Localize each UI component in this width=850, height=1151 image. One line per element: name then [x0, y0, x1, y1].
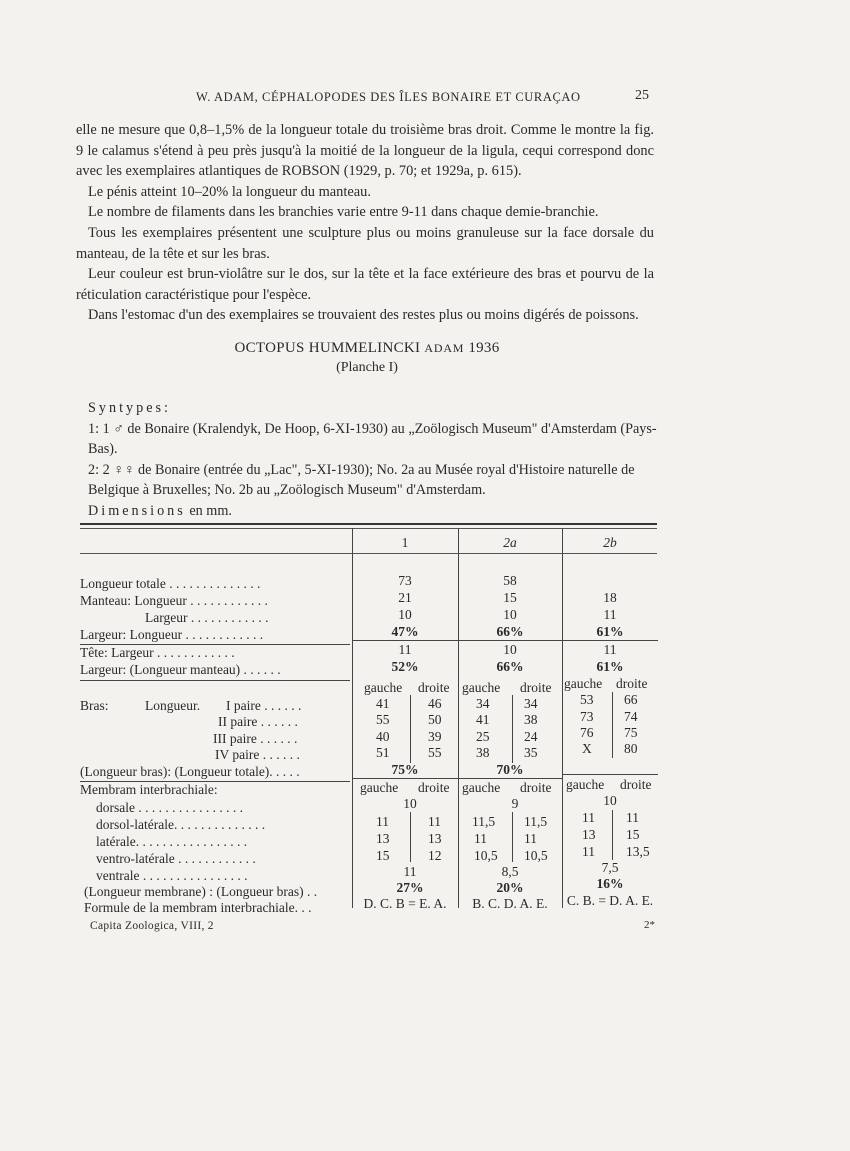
c2a-bras-3-d: 24: [524, 729, 538, 744]
c2a-split: [512, 812, 513, 862]
species-name: OCTOPUS HUMMELINCKI: [234, 340, 425, 356]
label-manteau-longueur: Manteau: Longueur . . . . . . . . . . . .: [80, 593, 268, 608]
syntype-1: 1: 1 ♂ de Bonaire (Kralendyk, De Hoop, 6-XI-1930) au „Zoölogisch Museum" d'Amsterdam (Pays-Bas).: [88, 420, 657, 457]
c2a-ventrale: 8,5: [501, 864, 519, 879]
c2b-bras-2-g: 73: [580, 709, 594, 724]
c2a-gauche: gauche: [462, 680, 501, 695]
label-largeur-longueur: Largeur: Longueur . . . . . . . . . . . .: [80, 627, 264, 642]
c1-dl-g: 11: [376, 814, 389, 829]
c2b-vl-g: 11: [582, 844, 595, 859]
label-largeur-manteau: Largeur: (Longueur manteau) . . . . . .: [80, 662, 281, 677]
c2a-ratio-manteau: 66%: [496, 624, 524, 639]
c2a-bras-4-g: 38: [476, 745, 490, 760]
label-ventrale: ventrale . . . . . . . . . . . . . . . .: [96, 868, 248, 883]
c2a-total: 58: [503, 573, 517, 588]
paragraph: Leur couleur est brun-violâtre sur le dos, sur la tête et la face extérieure des bras et pourvu de la réticulation caractéristique pour l'espèce.: [76, 266, 654, 303]
c1-bras-1-g: 41: [376, 696, 390, 711]
c1-gauche-m: gauche: [360, 780, 399, 795]
col-header-2a: 2a: [503, 535, 517, 550]
plate-reference: (Planche I): [336, 360, 398, 375]
c1-tete: 11: [398, 642, 412, 657]
c1-bras-3-g: 40: [376, 729, 390, 744]
col-header-2b: 2b: [603, 535, 617, 550]
c2a-dl-d: 11,5: [524, 814, 548, 829]
c2b-lat-d: 15: [626, 827, 640, 842]
c2a-droite: droite: [520, 680, 552, 695]
c2a-split: [512, 695, 513, 763]
row-rule: [458, 640, 562, 641]
row-rule: [458, 778, 562, 779]
paragraph: Dans l'estomac d'un des exemplaires se trouvaient des restes plus ou moins digérés de poissons.: [88, 307, 639, 324]
c2b-dorsale: 10: [603, 793, 617, 808]
col-header-1: 1: [401, 535, 409, 550]
table-top-rule-thin: [80, 528, 657, 529]
c1-gauche: gauche: [364, 680, 403, 695]
species-title: [0, 340, 734, 357]
c1-bras-2-g: 55: [376, 712, 390, 727]
c1-split: [410, 695, 411, 763]
c2b-tete: 11: [603, 642, 617, 657]
c2b-droite-m: droite: [620, 777, 652, 792]
label-ventro-laterale: ventro-latérale . . . . . . . . . . . .: [96, 851, 256, 866]
c2a-vl-d: 10,5: [524, 848, 548, 863]
label-dorsale: dorsale . . . . . . . . . . . . . . . .: [96, 800, 243, 815]
c2a-manteau-largeur: 10: [503, 607, 517, 622]
c2a-ratio-tete: 66%: [496, 659, 524, 674]
label-formule: Formule de la membram interbrachiale. . .: [84, 900, 312, 915]
c1-ratio-membrane: 27%: [396, 880, 424, 895]
c2b-droite: droite: [616, 676, 648, 691]
body-text: [76, 120, 654, 326]
species-author: ADAM: [424, 341, 465, 355]
c2b-split: [612, 692, 613, 758]
label-paire-4: IV paire . . . . . .: [215, 747, 300, 762]
dimensions-unit: en mm.: [185, 502, 232, 519]
running-title: W. ADAM, CÉPHALOPODES DES ÎLES BONAIRE ET CURAÇAO: [196, 90, 581, 104]
c2a-bras-1-g: 34: [476, 696, 490, 711]
c2b-ventrale: 7,5: [601, 860, 619, 875]
c1-dorsale: 10: [403, 796, 417, 811]
label-paire-2: II paire . . . . . .: [218, 714, 298, 729]
c2a-dorsale: 9: [511, 796, 519, 811]
label-paire-1: I paire . . . . . .: [226, 698, 302, 713]
paragraph: elle ne mesure que 0,8–1,5% de la longueur totale du troisième bras droit. Comme le montre la fig. 9 le calamus s'étend à peu près jusqu'à la moitié de la longueur de la ligula, cequi correspond donc avec les exemplaires atlantiques de ROBSON (1929, p. 70; et 1929a, p. 615).: [76, 122, 654, 180]
label-bras: Bras:: [80, 698, 109, 713]
syntypes-heading: Syntypes:: [88, 400, 171, 416]
c1-droite: droite: [418, 680, 450, 695]
c2b-split: [612, 810, 613, 860]
row-rule: [352, 640, 458, 641]
c1-dl-d: 11: [428, 814, 441, 829]
label-paire-3: III paire . . . . . .: [213, 731, 298, 746]
paragraph: Tous les exemplaires présentent une sculpture plus ou moins granuleuse sur la face dorsale du manteau, de la tête et sur les bras.: [76, 224, 654, 262]
label-tete-largeur: Tête: Largeur . . . . . . . . . . . .: [80, 645, 235, 660]
label-longueur-membrane: (Longueur membrane) : (Longueur bras) . .: [84, 884, 318, 899]
c2a-dl-g: 11,5: [472, 814, 496, 829]
c2b-lat-g: 13: [582, 827, 596, 842]
c2b-ratio-manteau: 61%: [596, 624, 624, 639]
c1-manteau-longueur: 21: [398, 590, 412, 605]
c1-ventrale: 11: [403, 864, 417, 879]
c1-bras-4-g: 51: [376, 745, 390, 760]
c2a-formule: B. C. D. A. E.: [472, 896, 548, 911]
c2a-tete: 10: [503, 642, 517, 657]
c1-bras-3-d: 39: [428, 729, 442, 744]
c2b-bras-1-g: 53: [580, 692, 594, 707]
c1-bras-4-d: 55: [428, 745, 442, 760]
c2a-bras-2-g: 41: [476, 712, 490, 727]
c1-bras-2-d: 50: [428, 712, 442, 727]
label-membram: Membram interbrachiale:: [80, 782, 218, 797]
c1-bras-1-d: 46: [428, 696, 442, 711]
c2b-ratio-membrane: 16%: [596, 876, 624, 891]
c2b-bras-4-g: X: [582, 741, 592, 756]
c2b-gauche: gauche: [564, 676, 603, 691]
c1-lat-d: 13: [428, 831, 442, 846]
c2b-manteau-longueur: 18: [603, 590, 617, 605]
row-rule: [80, 680, 350, 681]
c1-manteau-largeur: 10: [398, 607, 412, 622]
label-laterale: latérale. . . . . . . . . . . . . . . . .: [96, 834, 248, 849]
c1-vl-d: 12: [428, 848, 442, 863]
c2a-lat-g: 11: [474, 831, 487, 846]
species-year: 1936: [464, 340, 500, 356]
c1-split: [410, 812, 411, 862]
row-rule: [352, 778, 458, 779]
c2b-bras-2-d: 74: [624, 709, 638, 724]
table-top-rule: [80, 523, 657, 525]
c2a-bras-1-d: 34: [524, 696, 538, 711]
c1-total: 73: [398, 573, 412, 588]
page-number: 25: [635, 88, 649, 103]
c1-ratio-manteau: 47%: [391, 624, 419, 639]
c2b-bras-1-d: 66: [624, 692, 638, 707]
syntypes-section: [88, 398, 658, 521]
c2b-bras-3-d: 75: [624, 725, 638, 740]
c1-lat-g: 13: [376, 831, 390, 846]
c2a-bras-3-g: 25: [476, 729, 490, 744]
table-header-rule: [80, 553, 657, 554]
c1-droite-m: droite: [418, 780, 450, 795]
label-longueur-bras: (Longueur bras): (Longueur totale). . . . .: [80, 764, 300, 779]
paragraph: Le pénis atteint 10–20% la longueur du manteau.: [88, 183, 371, 200]
col-divider: [562, 528, 563, 908]
c2b-dl-d: 11: [626, 810, 639, 825]
c2a-lat-d: 11: [524, 831, 537, 846]
c1-ratio-tete: 52%: [391, 659, 419, 674]
c2b-formule: C. B. = D. A. E.: [566, 893, 654, 908]
c2b-manteau-largeur: 11: [603, 607, 617, 622]
c2a-vl-g: 10,5: [474, 848, 498, 863]
c2a-bras-2-d: 38: [524, 712, 538, 727]
c2a-bras-4-d: 35: [524, 745, 538, 760]
label-dorsol-laterale: dorsol-latérale. . . . . . . . . . . . . .: [96, 817, 266, 832]
c1-vl-g: 15: [376, 848, 390, 863]
c1-formule: D. C. B = E. A.: [363, 896, 447, 911]
dimensions-line: [88, 501, 658, 522]
c2a-manteau-longueur: 15: [503, 590, 517, 605]
c2a-gauche-m: gauche: [462, 780, 501, 795]
label-bras-longueur: Longueur.: [145, 698, 201, 713]
c2a-ratio-bras: 70%: [496, 762, 524, 777]
c1-ratio-bras: 75%: [391, 762, 419, 777]
label-longueur-totale: Longueur totale . . . . . . . . . . . . . .: [80, 576, 261, 591]
syntype-2: 2: 2 ♀♀ de Bonaire (entrée du „Lac", 5-XI-1930); No. 2a au Musée royal d'Histoire naturelle de Belgique à Bruxelles; No. 2b au „Zoölogisch Museum" d'Amsterdam.: [88, 461, 635, 498]
journal-footer: Capita Zoologica, VIII, 2: [90, 920, 214, 932]
c2b-vl-d: 13,5: [626, 844, 650, 859]
paragraph: Le nombre de filaments dans les branchies varie entre 9-11 dans chaque demie-branchie.: [88, 204, 599, 221]
signature-mark: 2*: [644, 919, 655, 931]
c2a-ratio-membrane: 20%: [496, 880, 524, 895]
dimensions-word: Dimensions: [88, 502, 186, 519]
c2a-droite-m: droite: [520, 780, 552, 795]
c2b-bras-3-g: 76: [580, 725, 594, 740]
c2b-bras-4-d: 80: [624, 741, 638, 756]
c2b-ratio-tete: 61%: [596, 659, 624, 674]
c2b-dl-g: 11: [582, 810, 595, 825]
c2b-gauche-m: gauche: [566, 777, 605, 792]
row-rule: [562, 774, 658, 775]
label-manteau-largeur: Largeur . . . . . . . . . . . .: [145, 610, 269, 625]
row-rule: [562, 640, 658, 641]
